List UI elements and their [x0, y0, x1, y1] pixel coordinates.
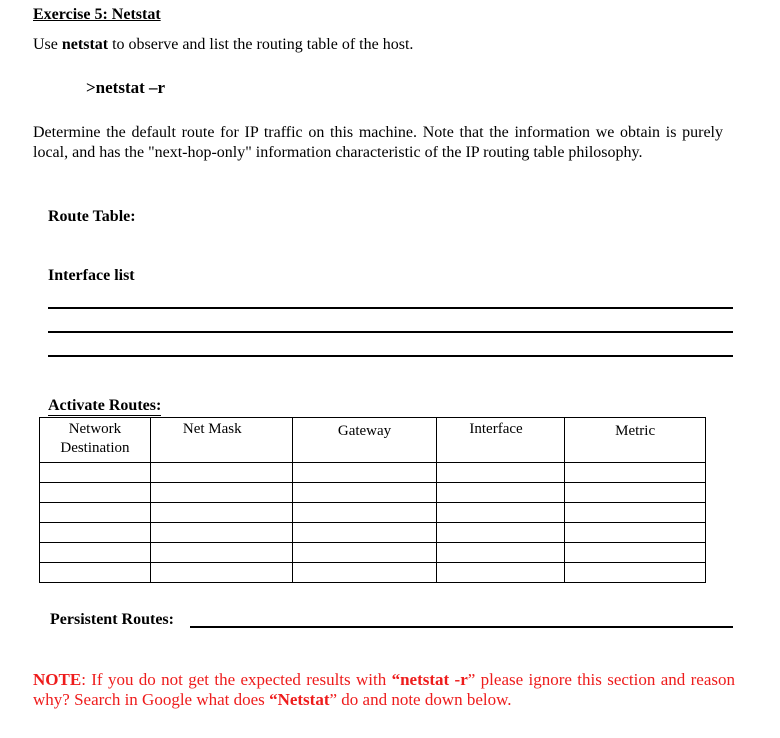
table-cell[interactable]	[565, 483, 706, 503]
note-command: “netstat -r	[391, 670, 468, 689]
table-cell[interactable]	[437, 503, 565, 523]
table-cell[interactable]	[150, 483, 292, 503]
table-cell[interactable]	[40, 503, 151, 523]
table-cell[interactable]	[40, 483, 151, 503]
table-cell[interactable]	[150, 463, 292, 483]
col-net-mask: Net Mask	[150, 418, 292, 463]
note-text-1: : If you do not get the expected results with	[81, 670, 392, 689]
table-row	[40, 463, 706, 483]
persistent-routes-heading: Persistent Routes:	[50, 611, 174, 628]
table-cell[interactable]	[565, 523, 706, 543]
table-row	[40, 483, 706, 503]
intro-text	[33, 36, 413, 54]
interface-answer-line-3	[48, 355, 733, 357]
col-gateway: Gateway	[292, 418, 437, 463]
note-text-3: ” do and note down below.	[329, 690, 512, 709]
table-cell[interactable]	[437, 483, 565, 503]
col-interface: Interface	[437, 418, 565, 463]
interface-answer-line-1	[48, 307, 733, 309]
note-label: NOTE	[33, 670, 82, 689]
intro-command-word: netstat	[61, 36, 109, 53]
table-cell[interactable]	[437, 563, 565, 583]
col-metric: Metric	[565, 418, 706, 463]
table-cell[interactable]	[565, 563, 706, 583]
table-row	[40, 543, 706, 563]
table-cell[interactable]	[150, 523, 292, 543]
note-word: “Netstat	[269, 690, 330, 709]
table-cell[interactable]	[40, 543, 151, 563]
table-cell[interactable]	[565, 503, 706, 523]
table-header-row	[40, 418, 706, 463]
table-cell[interactable]	[565, 463, 706, 483]
table-cell[interactable]	[150, 503, 292, 523]
interface-list-heading: Interface list	[48, 267, 135, 284]
table-cell[interactable]	[437, 463, 565, 483]
route-table-heading: Route Table:	[48, 208, 136, 225]
active-routes-heading: Activate Routes:	[48, 397, 162, 414]
table-cell[interactable]	[40, 563, 151, 583]
table-cell[interactable]	[40, 463, 151, 483]
exercise-title: Exercise 5: Netstat	[33, 6, 161, 23]
table-cell[interactable]	[150, 563, 292, 583]
table-row	[40, 523, 706, 543]
interface-answer-line-2	[48, 331, 733, 333]
persistent-routes-answer-line	[190, 626, 733, 628]
intro-suffix: to observe and list the routing table of the host.	[108, 36, 414, 53]
intro-prefix: Use	[33, 36, 62, 53]
note-paragraph	[33, 670, 735, 710]
table-cell[interactable]	[292, 523, 437, 543]
note-text-2: ” please ignore this section and reason why? Search in Google what does	[33, 670, 735, 709]
active-routes-table	[39, 417, 706, 583]
table-cell[interactable]	[437, 543, 565, 563]
table-cell[interactable]	[565, 543, 706, 563]
table-cell[interactable]	[292, 563, 437, 583]
instruction-paragraph: Determine the default route for IP traffic on this machine. Note that the information we obtain is purely local, and has the "next-hop-only" information characteristic of the IP routing table philosophy.	[33, 124, 723, 161]
table-row	[40, 503, 706, 523]
table-cell[interactable]	[292, 503, 437, 523]
col-network-destination: Network Destination	[40, 418, 151, 463]
table-cell[interactable]	[292, 483, 437, 503]
table-cell[interactable]	[292, 543, 437, 563]
table-row	[40, 563, 706, 583]
table-cell[interactable]	[292, 463, 437, 483]
table-cell[interactable]	[150, 543, 292, 563]
table-cell[interactable]	[437, 523, 565, 543]
table-cell[interactable]	[40, 523, 151, 543]
netstat-command: >netstat –r	[86, 78, 166, 97]
